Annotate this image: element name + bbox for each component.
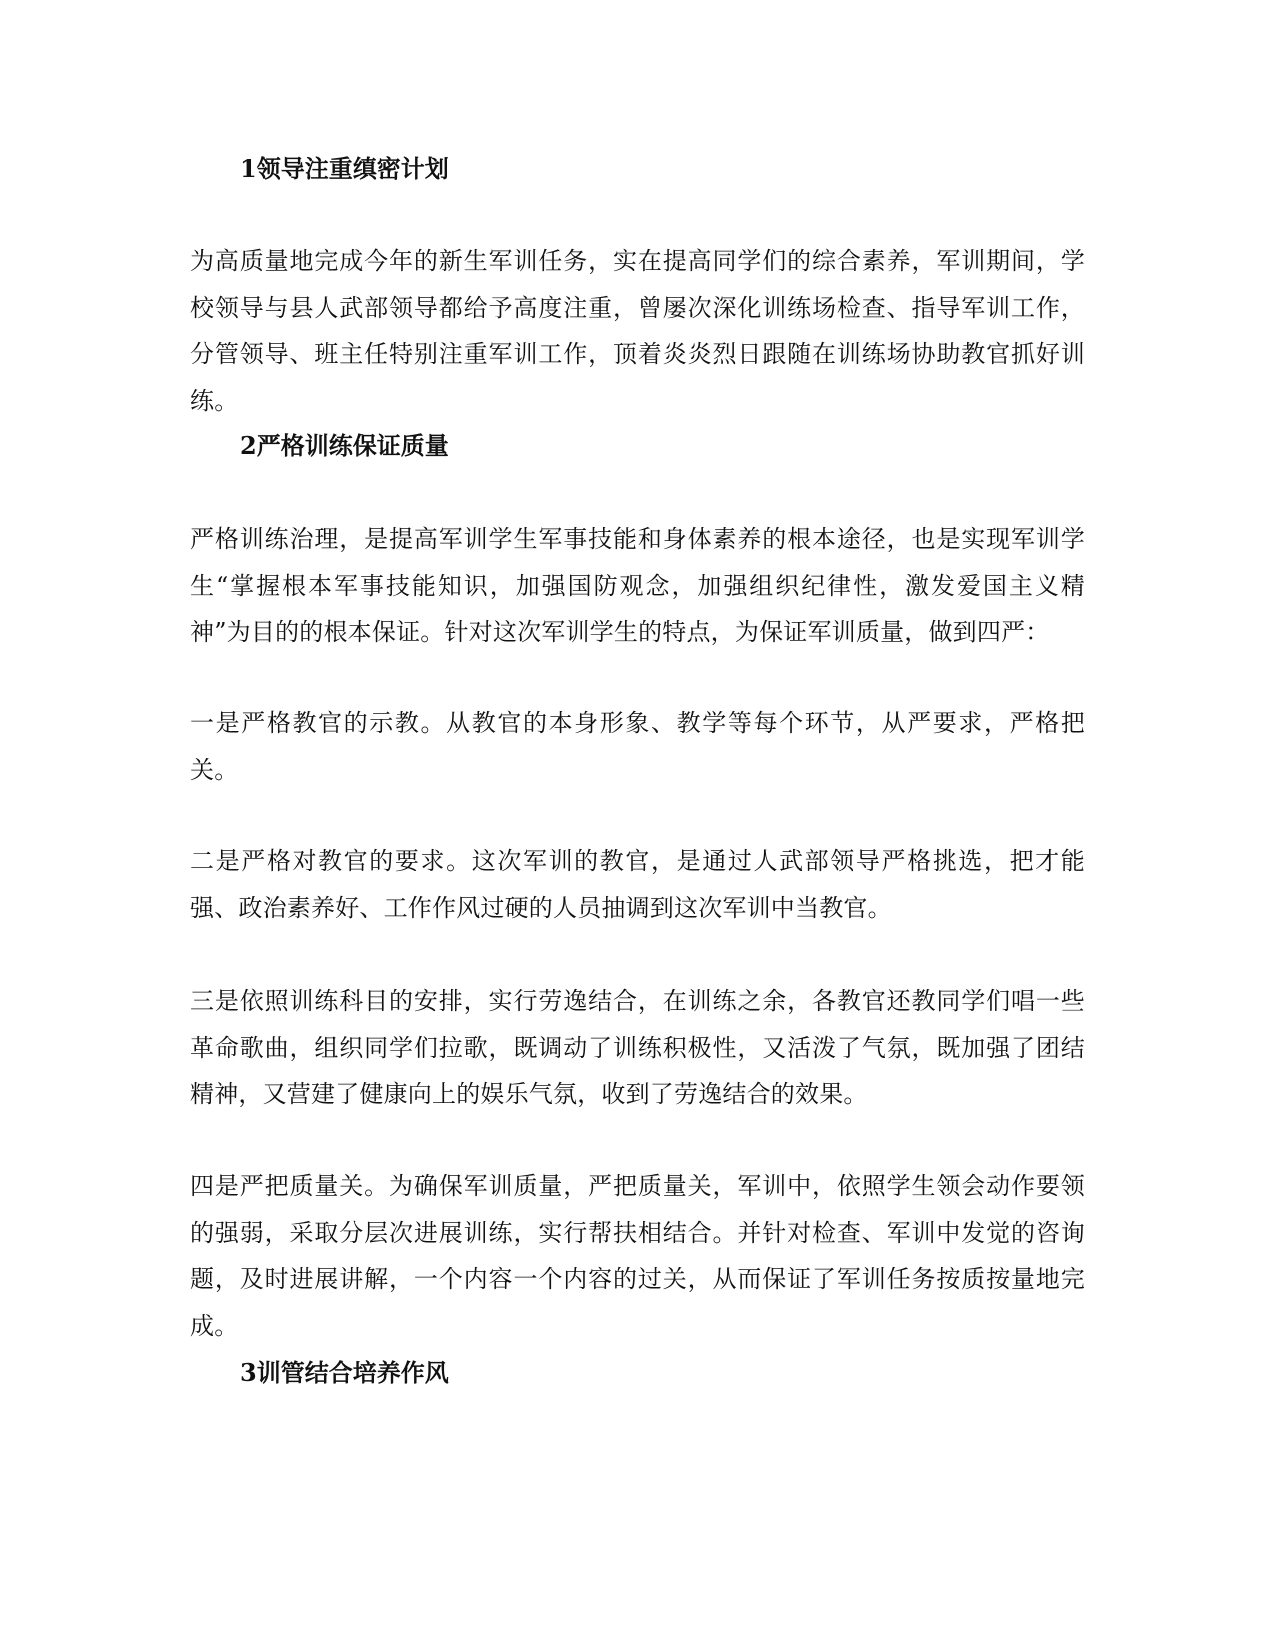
paragraph-point-two: 二是严格对教官的要求。这次军训的教官，是通过人武部领导严格挑选，把才能强、政治素养好、工作作风过硬的人员抽调到这次军训中当教官。: [190, 847, 1085, 922]
section-heading-1: 1领导注重缜密计划: [240, 154, 449, 183]
section-heading-2: 2严格训练保证质量: [240, 431, 449, 460]
paragraph-point-three: 三是依照训练科目的安排，实行劳逸结合，在训练之余，各教官还教同学们唱一些革命歌曲，组织同学们拉歌，既调动了训练积极性，又活泼了气氛，既加强了团结精神，又营建了健康向上的娱乐气氛，收到了劳逸结合的效果。: [190, 987, 1085, 1108]
paragraph-training-management: 严格训练治理，是提高军训学生军事技能和身体素养的根本途径，也是实现军训学生“掌握根本军事技能知识，加强国防观念，加强组织纪律性，激发爱国主义精神”为目的的根本保证。针对这次军训学生的特点，为保证军训质量，做到四严：: [190, 525, 1085, 646]
paragraph-point-four: 四是严把质量关。为确保军训质量，严把质量关，军训中，依照学生领会动作要领的强弱，采取分层次进展训练，实行帮扶相结合。并针对检查、军训中发觉的咨询题，及时进展讲解，一个内容一个内容的过关，从而保证了军训任务按质按量地完成。: [190, 1172, 1085, 1340]
paragraph-leadership: 为高质量地完成今年的新生军训任务，实在提高同学们的综合素养，军训期间，学校领导与县人武部领导都给予高度注重，曾屡次深化训练场检查、指导军训工作，分管领导、班主任特别注重军训工作，顶着炎炎烈日跟随在训练场协助教官抓好训练。: [190, 247, 1085, 415]
section-heading-3: 3训管结合培养作风: [240, 1358, 449, 1387]
paragraph-point-one: 一是严格教官的示教。从教官的本身形象、教学等每个环节，从严要求，严格把关。: [190, 709, 1085, 784]
